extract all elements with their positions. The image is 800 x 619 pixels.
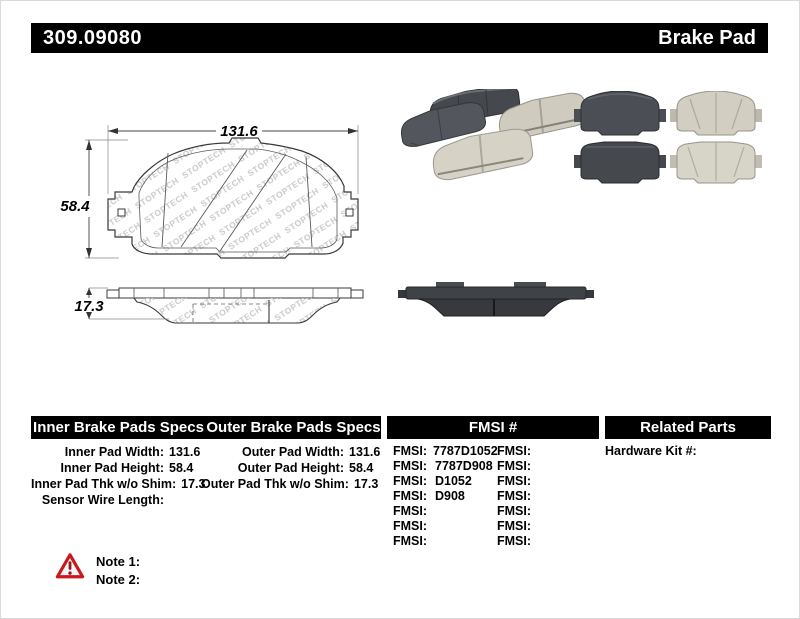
fmsi-row: FMSI: xyxy=(393,519,428,533)
width-dimension-label: 131.6 xyxy=(220,123,258,140)
fmsi-row: FMSI: xyxy=(497,519,532,533)
product-name: Brake Pad xyxy=(658,26,756,49)
spec-row: Sensor Wire Length: xyxy=(41,493,164,507)
title-bar xyxy=(31,23,768,53)
spec-row: Inner Pad Thk w/o Shim: 17.3 xyxy=(31,477,206,491)
spec-row: Outer Pad Thk w/o Shim: 17.3 xyxy=(201,477,379,491)
related-parts-table xyxy=(605,444,771,458)
spec-row: Inner Pad Width: 131.6 xyxy=(64,445,201,459)
fmsi-row: FMSI: xyxy=(497,534,532,548)
product-photo-pads-angled xyxy=(396,89,586,191)
note-2-label: Note 2: xyxy=(96,572,141,587)
technical-drawing xyxy=(53,93,393,338)
side-view-drawing xyxy=(107,288,363,324)
side-photo-pad xyxy=(398,282,594,316)
fmsi-row: FMSI: xyxy=(393,534,428,548)
fmsi-row: FMSI: xyxy=(497,474,532,488)
fmsi-row: FMSI: xyxy=(497,444,532,458)
fmsi-row: FMSI: xyxy=(497,459,532,473)
related-parts-title: Related Parts xyxy=(640,419,736,436)
fmsi-right-column xyxy=(497,444,597,549)
fmsi-row: FMSI: D1052 xyxy=(393,474,472,488)
pads-specs-header-bar xyxy=(31,416,381,439)
fmsi-row: FMSI: xyxy=(497,489,532,503)
spec-row: Outer Pad Height: 58.4 xyxy=(237,461,374,475)
fmsi-title: FMSI # xyxy=(468,419,518,436)
left-ear-hole xyxy=(118,209,125,216)
fmsi-row: FMSI: xyxy=(497,504,532,518)
outer-specs-title: Outer Brake Pads Specs xyxy=(206,419,381,436)
warning-triangle-icon xyxy=(55,552,85,580)
grid-pad-light-top xyxy=(670,91,762,135)
outer-specs-table xyxy=(201,444,389,492)
fmsi-row: FMSI: xyxy=(393,504,428,518)
product-photo-pads-grid xyxy=(574,91,766,187)
thickness-dimension-label: 17.3 xyxy=(74,298,104,315)
inner-specs-table xyxy=(31,444,209,508)
fmsi-header-bar xyxy=(387,416,599,439)
spec-row: Inner Pad Height: 58.4 xyxy=(60,461,194,475)
related-parts-header-bar xyxy=(605,416,771,439)
product-photo-pad-side xyxy=(396,273,596,331)
grid-pad-dark-top xyxy=(574,91,666,135)
fmsi-left-column xyxy=(393,444,498,549)
spec-row: Outer Pad Width: 131.6 xyxy=(242,445,381,459)
grid-pad-dark-bottom xyxy=(574,142,666,183)
right-ear-hole xyxy=(346,209,353,216)
fmsi-row: FMSI: 7787D1052 xyxy=(393,444,498,458)
hardware-kit-label: Hardware Kit #: xyxy=(605,444,697,458)
height-dimension-label: 58.4 xyxy=(60,198,90,215)
grid-pad-light-bottom xyxy=(670,142,762,183)
note-1-label: Note 1: xyxy=(96,554,141,569)
front-view-drawing xyxy=(106,131,362,263)
fmsi-row: FMSI: D908 xyxy=(393,489,465,503)
part-number: 309.09080 xyxy=(43,26,143,49)
fmsi-row: FMSI: 7787D908 xyxy=(393,459,493,473)
inner-specs-title: Inner Brake Pads Specs xyxy=(33,419,204,436)
